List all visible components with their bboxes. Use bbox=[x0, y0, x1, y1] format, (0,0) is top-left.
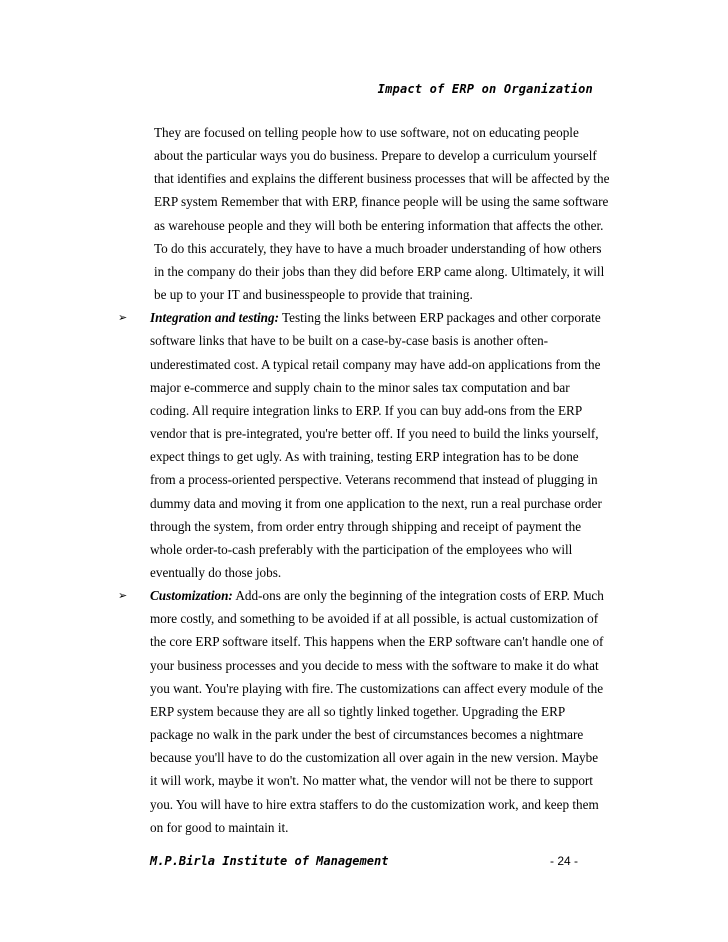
intro-paragraph bbox=[150, 121, 622, 306]
bullet-first-line bbox=[150, 584, 622, 607]
bullet-line: you want. You're playing with fire. The customizations can affect every module of the bbox=[150, 680, 604, 696]
bullet-line: vendor that is pre-integrated, you're better off. If you need to build the links yourself, bbox=[150, 426, 599, 442]
bullet-line: whole order-to-cash preferably with the participation of the employees who will bbox=[150, 541, 573, 557]
bullet-first-line-text: Add-ons are only the beginning of the integration costs of ERP. Much bbox=[235, 588, 604, 604]
bullet-line: software links that have to be built on a case-by-case basis is another often- bbox=[150, 333, 549, 349]
bullet-line: dummy data and moving it from one application to the next, run a real purchase order bbox=[150, 495, 602, 511]
page-header-title: Impact of ERP on Organization bbox=[377, 82, 593, 96]
bullet-first-line-text: Testing the links between ERP packages and other corporate bbox=[282, 310, 601, 326]
arrow-bullet-icon: ➢ bbox=[118, 311, 128, 325]
intro-line: that identifies and explains the different business processes that will be affected by the bbox=[154, 171, 610, 187]
bullet-term: Customization: bbox=[150, 588, 233, 604]
bullet-customization bbox=[118, 584, 622, 839]
bullet-line: you. You will have to hire extra staffers to do the customization work, and keep them bbox=[150, 796, 599, 812]
intro-line: in the company do their jobs than they did before ERP came along. Ultimately, it will bbox=[154, 263, 605, 279]
bullet-line: package no walk in the park under the best of circumstances becomes a nightmare bbox=[150, 727, 584, 743]
bullet-line: from a process-oriented perspective. Veterans recommend that instead of plugging in bbox=[150, 472, 598, 488]
bullet-line: underestimated cost. A typical retail company may have add-on applications from the bbox=[150, 356, 601, 372]
bullet-line: on for good to maintain it. bbox=[150, 819, 289, 835]
intro-line: as warehouse people and they will both be entering information that affects the other. bbox=[154, 217, 604, 233]
intro-line: They are focused on telling people how to use software, not on educating people bbox=[154, 125, 579, 140]
intro-line: To do this accurately, they have to have a much broader understanding of how others bbox=[154, 240, 602, 256]
bullet-first-line bbox=[150, 306, 622, 329]
footer-page-number: - 24 - bbox=[550, 854, 579, 868]
bullet-line: because you'll have to do the customization all over again in the new version. Maybe bbox=[150, 750, 599, 766]
footer-institute-name: M.P.Birla Institute of Management bbox=[150, 854, 389, 868]
arrow-bullet-icon: ➢ bbox=[118, 589, 128, 603]
bullet-line: ERP system because they are all so tightly linked together. Upgrading the ERP bbox=[150, 703, 566, 719]
bullet-line: eventually do those jobs. bbox=[150, 564, 282, 580]
bullet-line: your business processes and you decide to mess with the software to make it do what bbox=[150, 657, 599, 673]
bullet-line: coding. All require integration links to ERP. If you can buy add-ons from the ERP bbox=[150, 402, 583, 418]
intro-line: about the particular ways you do business. Prepare to develop a curriculum yourself bbox=[154, 148, 597, 164]
bullet-line: major e-commerce and supply chain to the minor sales tax computation and bar bbox=[150, 379, 570, 395]
bullet-line: more costly, and something to be avoided if at all possible, is actual customization of bbox=[150, 611, 599, 627]
bullet-line: expect things to get ugly. As with training, testing ERP integration has to be done bbox=[150, 449, 579, 465]
bullet-integration-and-testing bbox=[118, 306, 622, 584]
document-body bbox=[118, 121, 622, 839]
bullet-line: through the system, from order entry through shipping and receipt of payment the bbox=[150, 518, 582, 534]
bullet-line: the core ERP software itself. This happens when the ERP software can't handle one of bbox=[150, 634, 604, 650]
intro-line: ERP system Remember that with ERP, finance people will be using the same software bbox=[154, 194, 609, 210]
bullet-line: it will work, maybe it won't. No matter what, the vendor will not be there to support bbox=[150, 773, 593, 789]
bullet-term: Integration and testing: bbox=[150, 310, 279, 326]
intro-line: be up to your IT and businesspeople to provide that training. bbox=[154, 287, 473, 303]
